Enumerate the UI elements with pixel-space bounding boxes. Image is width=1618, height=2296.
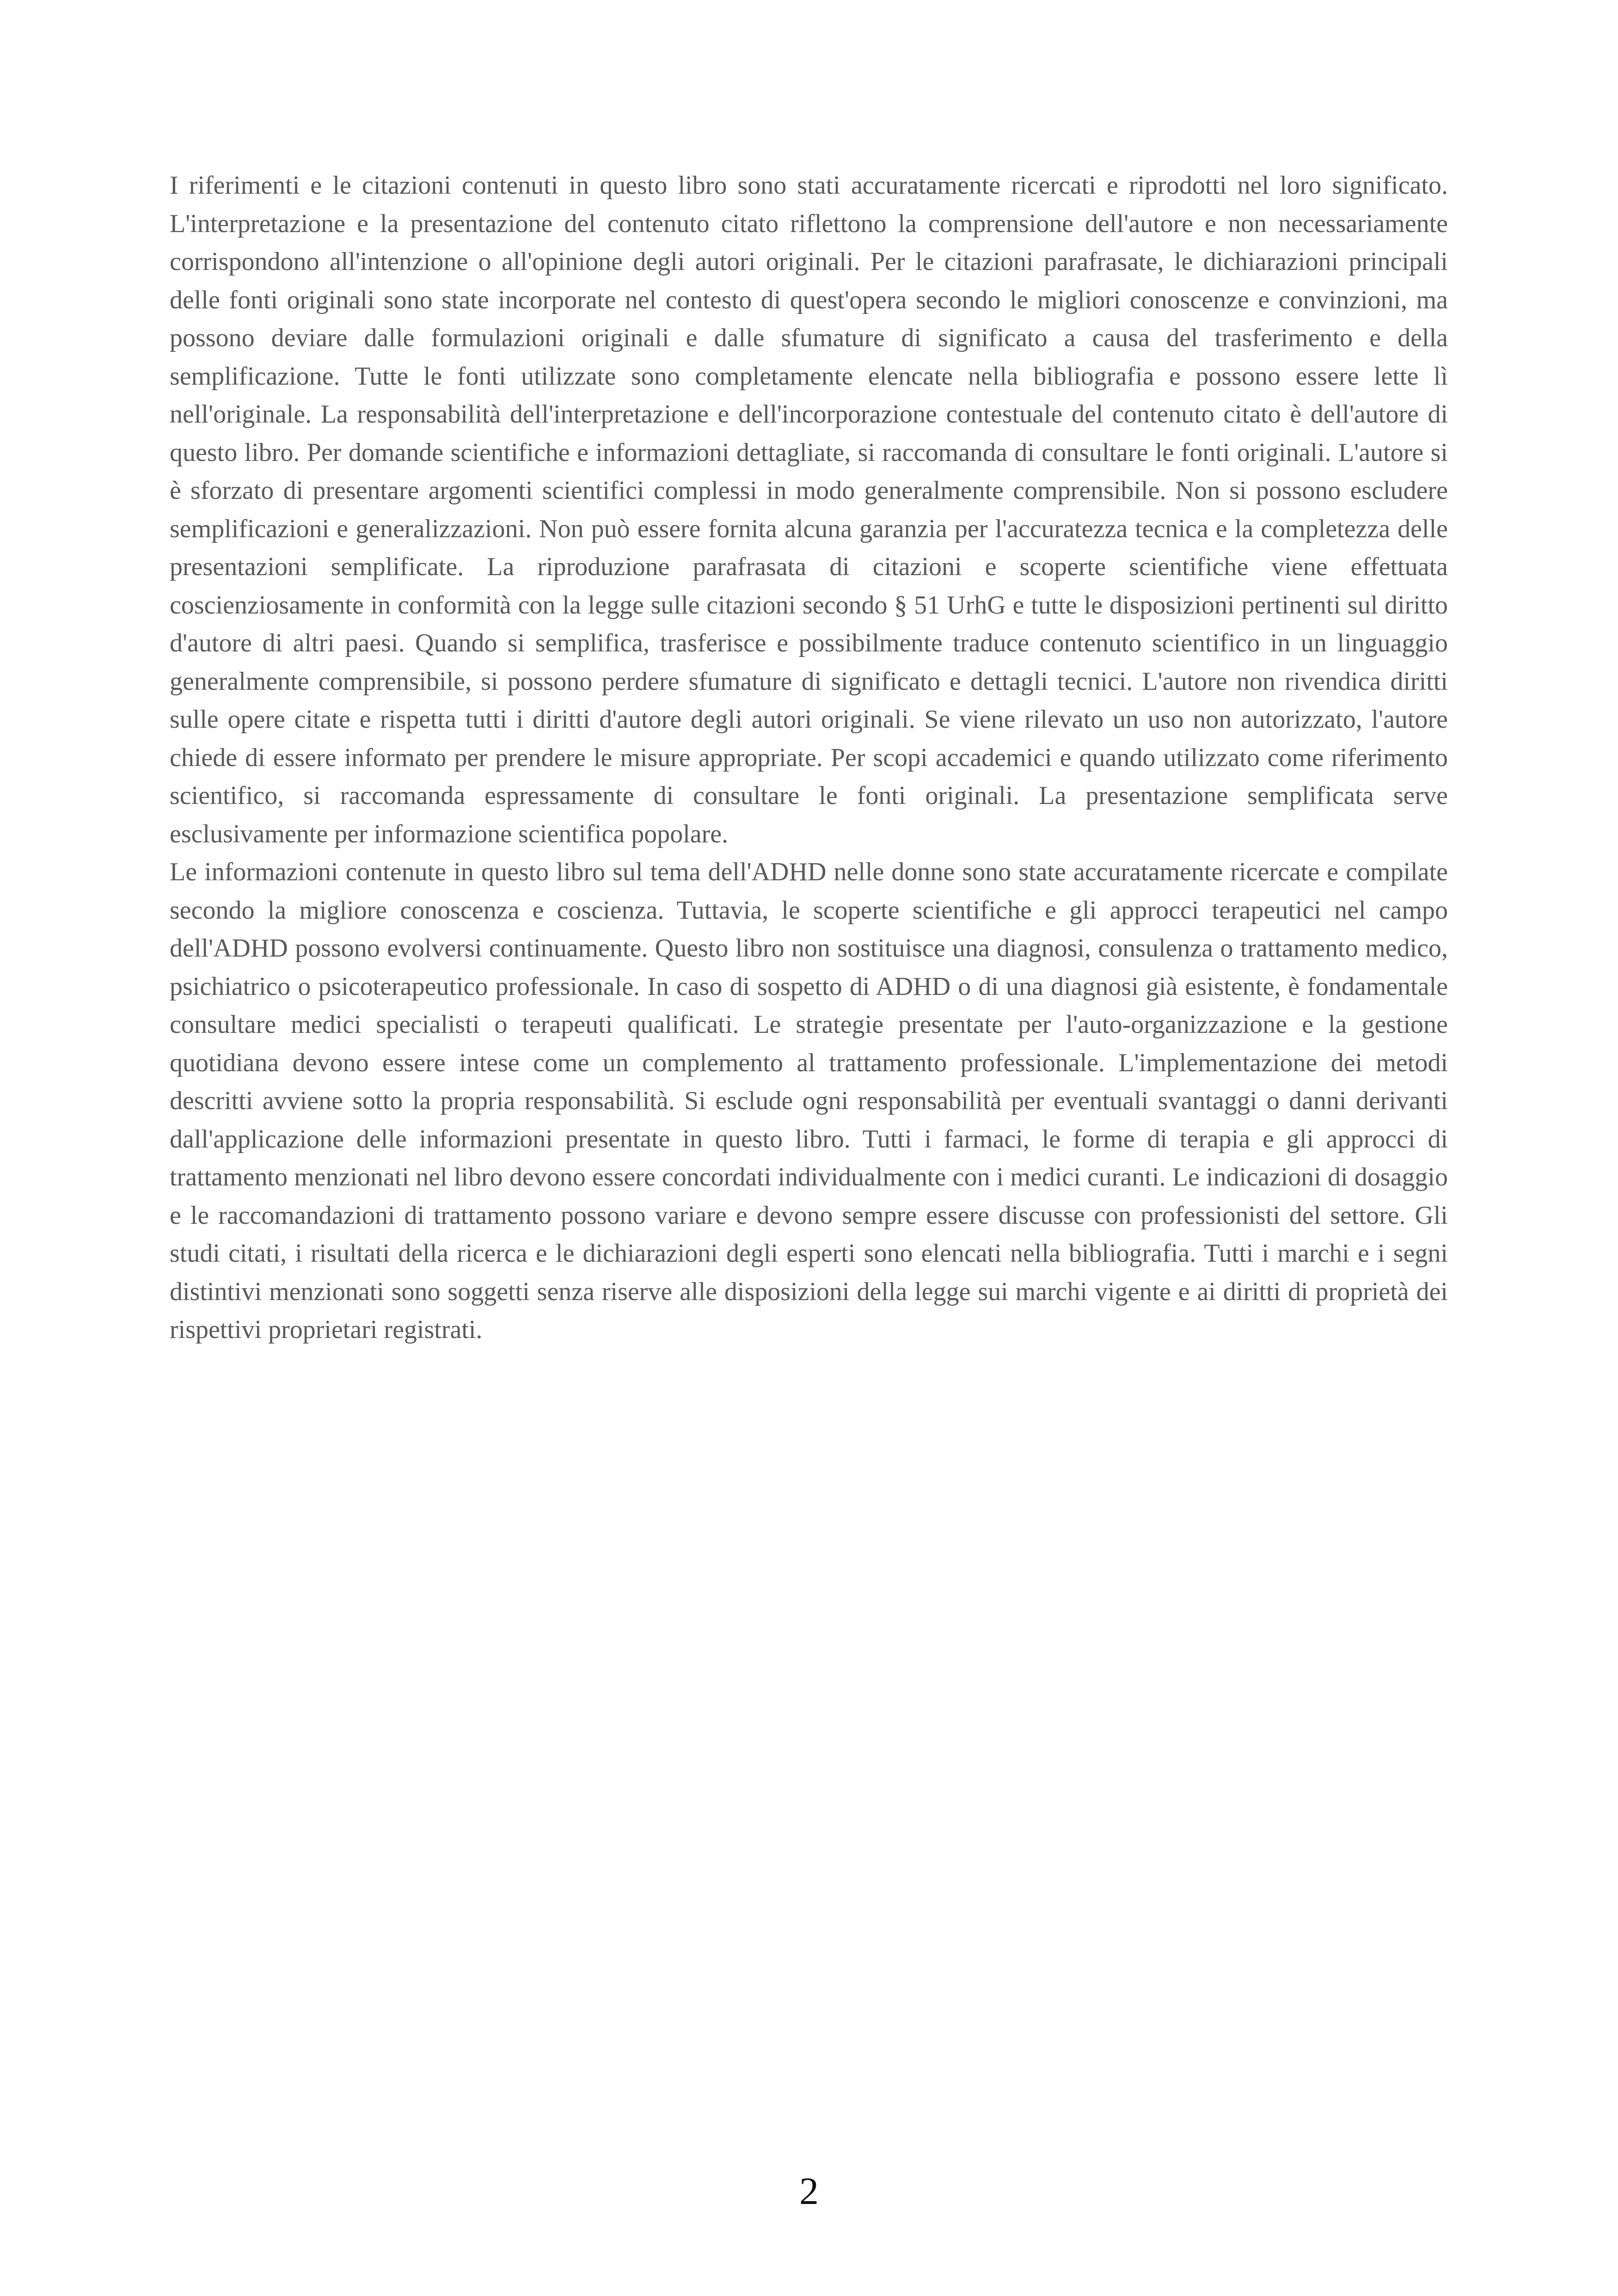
body-text	[170, 166, 1448, 1349]
disclaimer-medical-paragraph: Le informazioni contenute in questo libro sul tema dell'ADHD nelle donne sono state accuratamente ricercate e compilate secondo la migliore conoscenza e coscienza. Tuttavia, le scoperte scientifiche e gli approcci terapeutici nel campo dell'ADHD possono evolversi continuamente. Questo libro non sostituisce una diagnosi, consulenza o trattamento medico, psichiatrico o psicoterapeutico professionale. In caso di sospetto di ADHD o di una diagnosi già esistente, è fondamentale consultare medici specialisti o terapeuti qualificati. Le strategie presentate per l'auto-organizzazione e la gestione quotidiana devono essere intese come un complemento al trattamento professionale. L'implementazione dei metodi descritti avviene sotto la propria responsabilità. Si esclude ogni responsabilità per eventuali svantaggi o danni derivanti dall'applicazione delle informazioni presentate in questo libro. Tutti i farmaci, le forme di terapia e gli approcci di trattamento menzionati nel libro devono essere concordati individualmente con i medici curanti. Le indicazioni di dosaggio e le raccomandazioni di trattamento possono variare e devono sempre essere discusse con professionisti del settore. Gli studi citati, i risultati della ricerca e le dichiarazioni degli esperti sono elencati nella bibliografia. Tutti i marchi e i segni distintivi menzionati sono soggetti senza riserve alle disposizioni della legge sui marchi vigente e ai diritti di proprietà dei rispettivi proprietari registrati.	[170, 858, 1448, 1344]
page-number: 2	[799, 2170, 819, 2213]
disclaimer-citations-paragraph: I riferimenti e le citazioni contenuti in questo libro sono stati accuratamente ricercati e riprodotti nel loro significato. L'interpretazione e la presentazione del contenuto citato riflettono la comprensione dell'autore e non necessariamente corrispondono all'intenzione o all'opinione degli autori originali. Per le citazioni parafrasate, le dichiarazioni principali delle fonti originali sono state incorporate nel contesto di quest'opera secondo le migliori conoscenze e convinzioni, ma possono deviare dalle formulazioni originali e dalle sfumature di significato a causa del trasferimento e della semplificazione. Tutte le fonti utilizzate sono completamente elencate nella bibliografia e possono essere lette lì nell'originale. La responsabilità dell'interpretazione e dell'incorporazione contestuale del contenuto citato è dell'autore di questo libro. Per domande scientifiche e informazioni dettagliate, si raccomanda di consultare le fonti originali. L'autore si è sforzato di presentare argomenti scientifici complessi in modo generalmente comprensibile. Non si possono escludere semplificazioni e generalizzazioni. Non può essere fornita alcuna garanzia per l'accuratezza tecnica e la completezza delle presentazioni semplificate. La riproduzione parafrasata di citazioni e scoperte scientifiche viene effettuata coscienziosamente in conformità con la legge sulle citazioni secondo § 51 UrhG e tutte le disposizioni pertinenti sul diritto d'autore di altri paesi. Quando si semplifica, trasferisce e possibilmente traduce contenuto scientifico in un linguaggio generalmente comprensibile, si possono perdere sfumature di significato e dettagli tecnici. L'autore non rivendica diritti sulle opere citate e rispetta tutti i diritti d'autore degli autori originali. Se viene rilevato un uso non autorizzato, l'autore chiede di essere informato per prendere le misure appropriate. Per scopi accademici e quando utilizzato come riferimento scientifico, si raccomanda espressamente di consultare le fonti originali. La presentazione semplificata serve esclusivamente per informazione scientifica popolare.	[170, 171, 1448, 848]
